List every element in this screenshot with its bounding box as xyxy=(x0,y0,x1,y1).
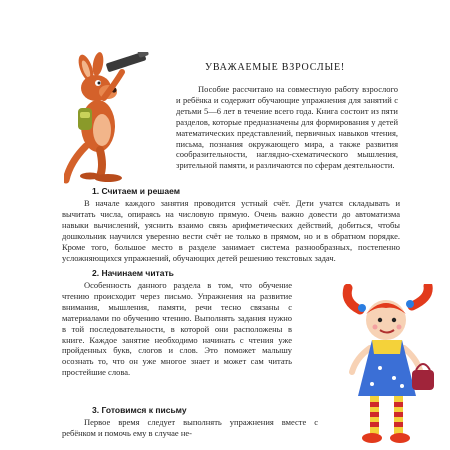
girl-illustration xyxy=(342,284,442,450)
section-2-body: Особенность данного раздела в том, что обучение чтению происходит через письмо. Упражнения на развитие внимания, мышления, памяти, речи тесно связаны с материалами по обучению чтению. Выполнять задания нужно в той последовательности, в которой они расположены в книге. Каждое занятие необходимо начинать с чтения уже пройденных букв, слогов и слов. Это поможет малышу осознать то, что он уже многое знает и может сам читать простейшие слова. xyxy=(62,280,292,378)
intro-paragraph: Пособие рассчитано на совместную работу взрослого и ребёнка и содержит обучающие упражнения для занятий с детьми 5—6 лет в течение всего года. Книга состоит из пяти разделов, которые предназначены для формирования у детей математических представлений, первичных навыков чтения, письма, познания окружающего мира, а также развития сообразительности, наглядно-схематического мышления, зрительной памяти, и различаются по сферам деятельности. xyxy=(176,84,398,171)
section-3-title: 3. Готовимся к письму xyxy=(92,405,187,415)
section-2-title: 2. Начинаем читать xyxy=(92,268,174,278)
section-1-title: 1. Считаем и решаем xyxy=(92,186,181,196)
page-heading: УВАЖАЕМЫЕ ВЗРОСЛЫЕ! xyxy=(204,62,346,73)
section-3-body: Первое время следует выполнять упражнения вместе с ребёнком и помочь ему в случае не- xyxy=(62,417,318,438)
section-1-body: В начале каждого занятия проводится устный счёт. Дети учатся складывать и вычитать числа, опираясь на числовую прямую. Очень важно довести до автоматизма навыки вычислений, уяснить взаимо связь арифметических действий, добиться, чтобы дошкольник научился уверенно вести счёт не только в прямом, но и в обратном порядке. Кроме того, большое место в разделе занимает система разнообразных, постепенно усложняющихся упражнений, обучающих детей решению текстовых задач. xyxy=(62,198,400,263)
kangaroo-illustration xyxy=(64,52,160,184)
